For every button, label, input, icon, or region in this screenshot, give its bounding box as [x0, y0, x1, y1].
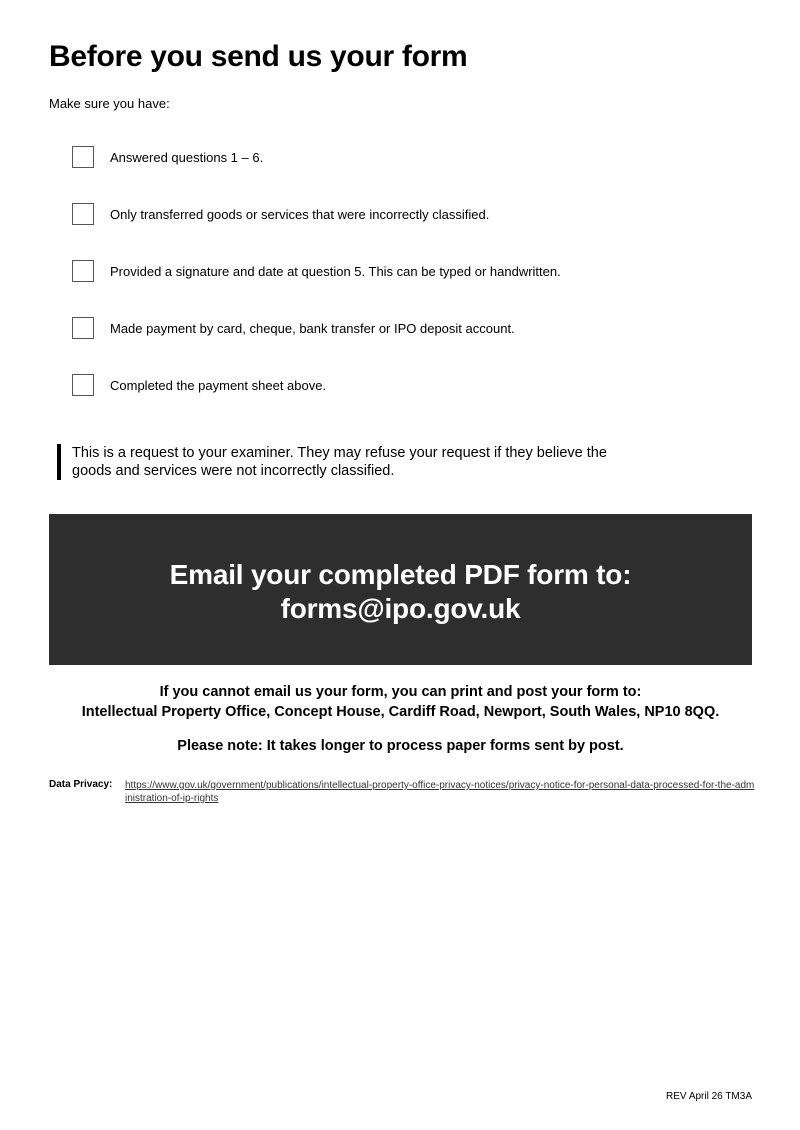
data-privacy-label: Data Privacy: [49, 779, 113, 790]
checkbox[interactable] [72, 146, 94, 168]
email-banner-title: Email your completed PDF form to: [169, 559, 632, 590]
checklist-label: Made payment by card, cheque, bank transfer or IPO deposit account. [110, 321, 515, 336]
callout-line: This is a request to your examiner. They may refuse your request if they believe the [72, 445, 607, 461]
checkbox[interactable] [72, 374, 94, 396]
checkbox[interactable] [72, 317, 94, 339]
checklist-label: Provided a signature and date at question 5. This can be typed or handwritten. [110, 264, 561, 279]
email-address-link[interactable]: forms@ipo.gov.uk [280, 593, 521, 624]
postal-instructions [49, 682, 752, 722]
data-privacy-link[interactable]: https://www.gov.uk/government/publications/intellectual-property-office-privacy-notices/privacy-notice-for-personal-data-processed-for-the-administration-of-ip-rights [125, 780, 755, 804]
email-banner [49, 514, 752, 665]
checklist-label: Only transferred goods or services that were incorrectly classified. [110, 207, 490, 222]
checklist-label: Answered questions 1 – 6. [110, 150, 264, 165]
checkbox[interactable] [72, 203, 94, 225]
checklist-label: Completed the payment sheet above. [110, 378, 327, 393]
postal-line: If you cannot email us your form, you can print and post your form to: [159, 684, 642, 700]
examiner-callout [57, 444, 652, 480]
revision-footer: REV April 26 TM3A [666, 1091, 752, 1102]
intro-text: Make sure you have: [49, 96, 170, 111]
postal-note: Please note: It takes longer to process paper forms sent by post. [177, 738, 624, 754]
postal-address: Intellectual Property Office, Concept House, Cardiff Road, Newport, South Wales, NP10 8QQ. [81, 704, 720, 720]
page-title: Before you send us your form [49, 40, 468, 73]
checkbox[interactable] [72, 260, 94, 282]
callout-line: goods and services were not incorrectly classified. [72, 463, 395, 479]
